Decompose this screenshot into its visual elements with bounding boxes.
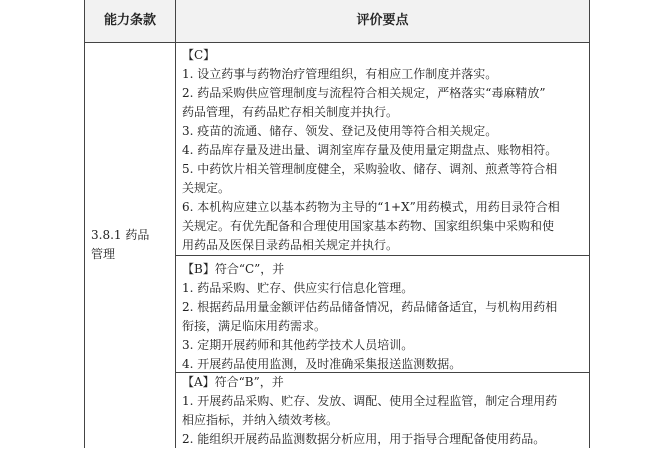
- grade-b-line: 2. 根据药品用量金额评估药品储备情况，药品储备适宜，与机构用药相: [182, 300, 558, 314]
- grade-c-section: [182, 46, 584, 255]
- grade-c-line: 关规定。: [182, 181, 231, 195]
- clause-line: 管理: [91, 247, 116, 261]
- table-header-row: [85, 0, 589, 43]
- grade-a-section: [182, 373, 584, 449]
- grade-c-line: 4. 药品库存量及进出量、调剂室库存量及使用量定期盘点、账物相符。: [182, 143, 558, 157]
- grade-c-line: 药品管理，有药品贮存相关制度并执行。: [182, 105, 399, 119]
- grade-c-line: 6. 本机构应建立以基本药物为主导的“1+X”用药模式，用药目录符合相: [182, 200, 560, 214]
- grade-c-line: 用药品及医保目录药品相关规定并执行。: [182, 238, 399, 252]
- grade-b-line: 4. 开展药品使用监测，及时准确采集报送监测数据。: [182, 357, 462, 371]
- clause-line: 3.8.1 药品: [91, 228, 150, 242]
- header-capability-clause: 能力条款: [103, 13, 156, 28]
- grade-b-line: 3. 定期开展药师和其他药学技术人员培训。: [182, 338, 414, 352]
- grade-a-line: 2. 能组织开展药品监测数据分析应用，用于指导合理配备使用药品。: [182, 432, 546, 446]
- grade-b-line: 衔接，满足临床用药需求。: [182, 319, 327, 333]
- evaluation-table: [84, 0, 590, 448]
- grade-c-line: 1. 设立药事与药物治疗管理组织，有相应工作制度并落实。: [182, 67, 498, 81]
- grade-a-line: 相应指标，并纳入绩效考核。: [182, 413, 339, 427]
- grade-b-heading: 【B】符合“C”，并: [182, 262, 285, 276]
- column-divider: [175, 42, 176, 448]
- header-evaluation-points: 评价要点: [356, 13, 409, 28]
- grade-b-section: [182, 260, 584, 374]
- grade-c-line: 3. 疫苗的流通、储存、领发、登记及使用等符合相关规定。: [182, 124, 498, 138]
- grade-a-line: 1. 开展药品采购、贮存、发放、调配、使用全过程监管，制定合理用药: [182, 394, 558, 408]
- grade-c-line: 关规定。有优先配备和合理使用国家基本药物、国家组织集中采购和使: [182, 219, 555, 233]
- clause-cell: [91, 226, 171, 264]
- grade-c-heading: 【C】: [182, 48, 216, 62]
- grade-b-line: 1. 药品采购、贮存、供应实行信息化管理。: [182, 281, 414, 295]
- section-divider: [176, 255, 589, 256]
- grade-c-line: 5. 中药饮片相关管理制度健全，采购验收、储存、调剂、煎煮等符合相: [182, 162, 558, 176]
- grade-c-line: 2. 药品采购供应管理制度与流程符合相关规定，严格落实“毒麻精放”: [182, 86, 546, 100]
- grade-a-heading: 【A】符合“B”，并: [182, 375, 284, 389]
